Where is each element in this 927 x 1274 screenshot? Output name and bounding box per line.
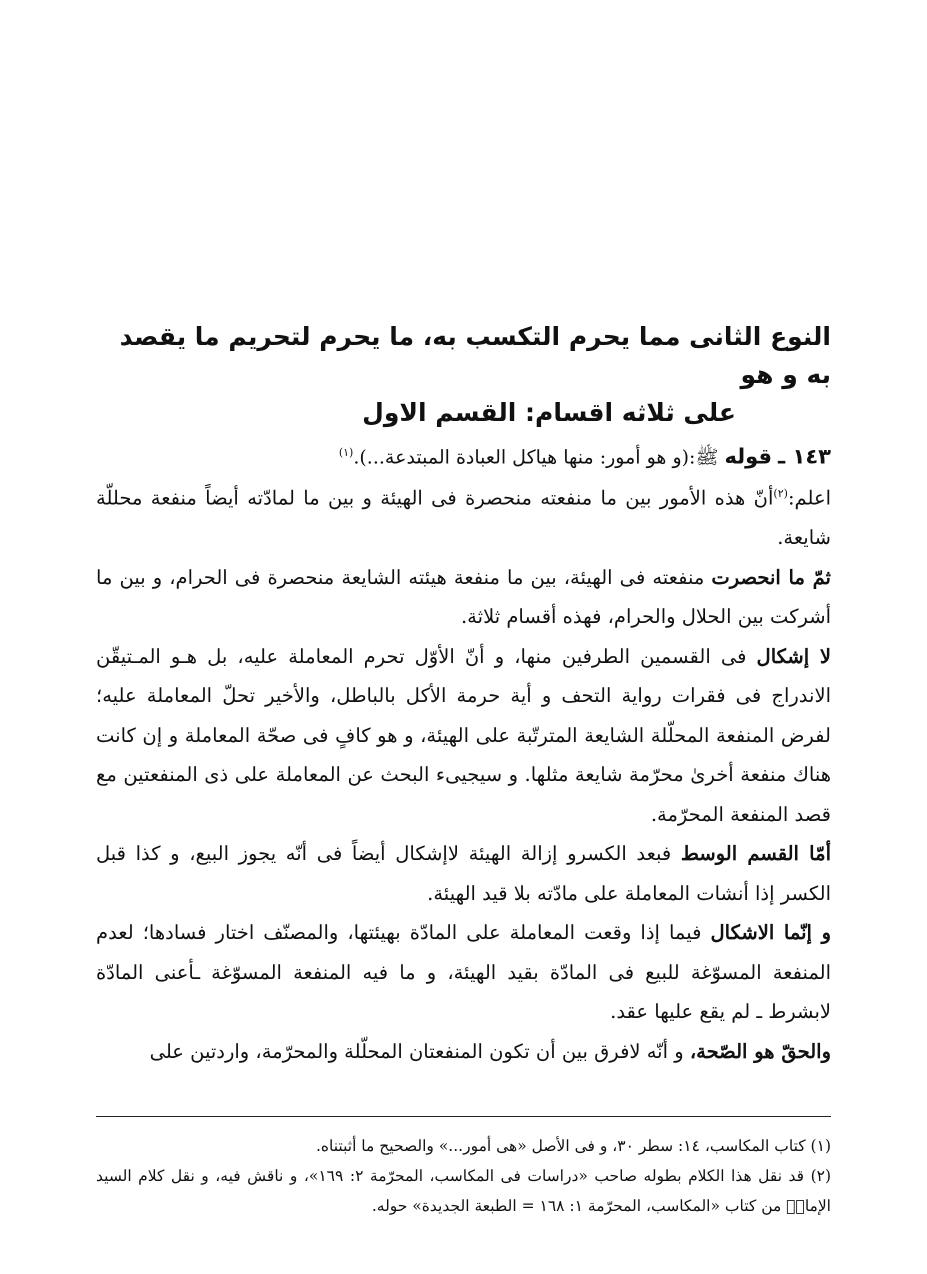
paragraph-prefix: اعلم:: [787, 486, 831, 510]
paragraph-2: [96, 558, 831, 637]
footnote-ref-2: (٢): [773, 487, 788, 501]
footnote-2: (٢) قد نقل هذا الكلام بطوله صاحب «دراسات فى المكاسب، المحرّمة ٢: ١٦٩»، و ناقش فيه، و نقل كلام السيد الإمامؒ من كتاب «المكاسب، المحرّمة ١: ١٦٨ = الطبعة الجديدة» حوله.: [96, 1167, 832, 1215]
paragraph-text: فى القسمين الطرفين منها، و أنّ الأوّل تحرم المعاملة عليه، بل هـو المـتيقّن الاندراج فى فقرات رواية التحف و أية حرمة الأكل بالباطل، والأخير تحلّ المعاملة عليه؛ لفرض المنفعة المحلّلة الشايعة المترتّبة على الهيئة، و هو كافٍ فى صحّة المعاملة و إن كانت هناك منفعة أخرىٰ محرّمة شايعة مثلها. و سيجيىء البحث عن المعاملة على ذى المنفعتين مع قصد المنفعة المحرّمة.: [96, 644, 831, 826]
paragraph-text: منفعته فى الهيئة، بين ما منفعة هيئته الشايعة منحصرة فى الحرام، و بين ما أشركت بين الحلال والحرام، فهذه أقسام ثلاثة.: [96, 565, 831, 629]
paragraph-text: و أنّه لافرق بين أن تكون المنفعتان المحلّلة والمحرّمة، واردتين على: [149, 1039, 690, 1063]
paragraph-6: [96, 1032, 831, 1072]
item-number: ١٤٣ ـ: [778, 444, 831, 469]
paragraph-text: أنّ هذه الأمور بين ما منفعته منحصرة فى الهيئة و بين ما لمادّته أيضاً منفعة محللّة شايعة.: [96, 486, 831, 550]
item-quote: :(و هو أمور: منها هياكل العبادة المبتدعة...).: [353, 446, 696, 469]
paragraph-1: [96, 474, 831, 558]
footnote-ref-1: (١): [338, 446, 354, 459]
paragraph-4: [96, 834, 831, 913]
honorific-symbol: ﷺ: [695, 446, 719, 469]
paragraph-lead: أمّا القسم الوسط: [680, 842, 831, 866]
paragraph-text: فيما إذا وقعت المعاملة على المادّة بهيئتها، والمصنّف اختار فسادها؛ لعدم المنفعة المسوّغة للبيع فى المادّة بقيد الهيئة، و ما فيه المنفعة المسوّغة ـأعنى المادّة لابشرط ـ لم يقع عليها عقد.: [96, 921, 831, 1024]
section-heading: [96, 318, 831, 432]
footnotes: [96, 1116, 831, 1221]
heading-line-1: النوع الثانى مما يحرم التكسب به، ما يحرم لتحريم ما يقصد به و هو: [119, 322, 831, 389]
paragraph-lead: لا إشكال: [756, 644, 831, 668]
part-title: القسم الاول: [362, 398, 517, 427]
paragraph-5: [96, 913, 831, 1032]
heading-prefix: على ثلاثه اقسام:: [516, 398, 736, 427]
item-line: [96, 436, 831, 474]
heading-line-2: [96, 394, 831, 432]
main-text: [96, 318, 831, 1071]
paragraph-text: فبعد الكسرو إزالة الهيئة لاإشكال أيضاً فى أنّه يجوز البيع، و كذا قبل الكسر إذا أنشات المعاملة على مادّته بلا قيد الهيئة.: [96, 842, 831, 905]
footnote-1: (١) كتاب المكاسب، ١٤: سطر ٣٠، و فى الأصل «هى أمور...» والصحيح ما أثبتناه.: [315, 1137, 831, 1155]
paragraph-lead: والحقّ هو الصّحة،: [689, 1039, 831, 1063]
paragraph-lead: ثمّ ما انحصرت: [711, 565, 831, 589]
paragraph-3: [96, 637, 831, 835]
item-label: قوله: [724, 444, 772, 469]
paragraph-lead: و إنّما الاشكال: [710, 921, 832, 945]
